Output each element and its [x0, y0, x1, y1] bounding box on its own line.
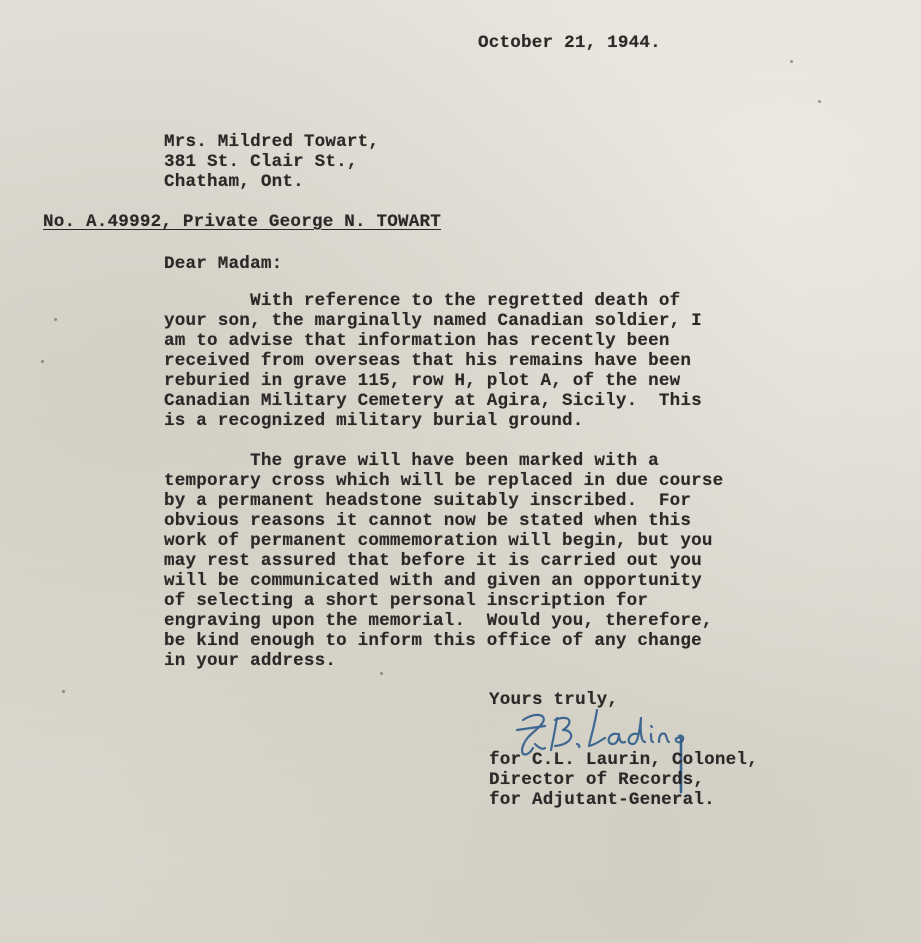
paragraph-line: received from overseas that his remains have been: [164, 351, 692, 371]
recipient-city: Chatham, Ont.: [164, 172, 304, 192]
signatory-line: for C.L. Laurin, Colonel,: [489, 750, 758, 770]
paragraph-line: obvious reasons it cannot now be stated when this: [164, 511, 692, 531]
paragraph-line: reburied in grave 115, row H, plot A, of the new: [164, 371, 681, 391]
paragraph-line: am to advise that information has recently been: [164, 331, 670, 351]
paragraph-line: temporary cross which will be replaced in due course: [164, 471, 724, 491]
letter-date: October 21, 1944.: [478, 33, 661, 53]
paper-speck: [818, 100, 821, 103]
recipient-street: 381 St. Clair St.,: [164, 152, 358, 172]
paragraph-line: your son, the marginally named Canadian soldier, I: [164, 311, 702, 331]
paragraph-line: With reference to the regretted death of: [164, 291, 681, 311]
paper-speck: [380, 672, 383, 675]
paragraph-line: be kind enough to inform this office of any change: [164, 631, 702, 651]
paper-speck: [62, 690, 65, 693]
paragraph-line: The grave will have been marked with a: [164, 451, 659, 471]
recipient-name: Mrs. Mildred Towart,: [164, 132, 380, 152]
paragraph-line: will be communicated with and given an opportunity: [164, 571, 702, 591]
paragraph-line: by a permanent headstone suitably inscribed. For: [164, 491, 692, 511]
salutation: Dear Madam:: [164, 254, 283, 274]
reference-line: No. A.49992, Private George N. TOWART: [43, 212, 442, 232]
signatory-line: Director of Records,: [489, 770, 705, 790]
paragraph-line: is a recognized military burial ground.: [164, 411, 584, 431]
paragraph-line: in your address.: [164, 651, 337, 671]
paragraph-line: engraving upon the memorial. Would you, therefore,: [164, 611, 713, 631]
paper-speck: [41, 360, 44, 363]
paragraph-line: Canadian Military Cemetery at Agira, Sicily. This: [164, 391, 702, 411]
paragraph-line: of selecting a short personal inscription for: [164, 591, 649, 611]
paper-speck: [790, 60, 793, 63]
closing: Yours truly,: [489, 690, 619, 710]
signatory-line: for Adjutant-General.: [489, 790, 715, 810]
paper-speck: [54, 318, 57, 321]
paragraph-line: may rest assured that before it is carried out you: [164, 551, 702, 571]
paragraph-line: work of permanent commemoration will begin, but you: [164, 531, 713, 551]
